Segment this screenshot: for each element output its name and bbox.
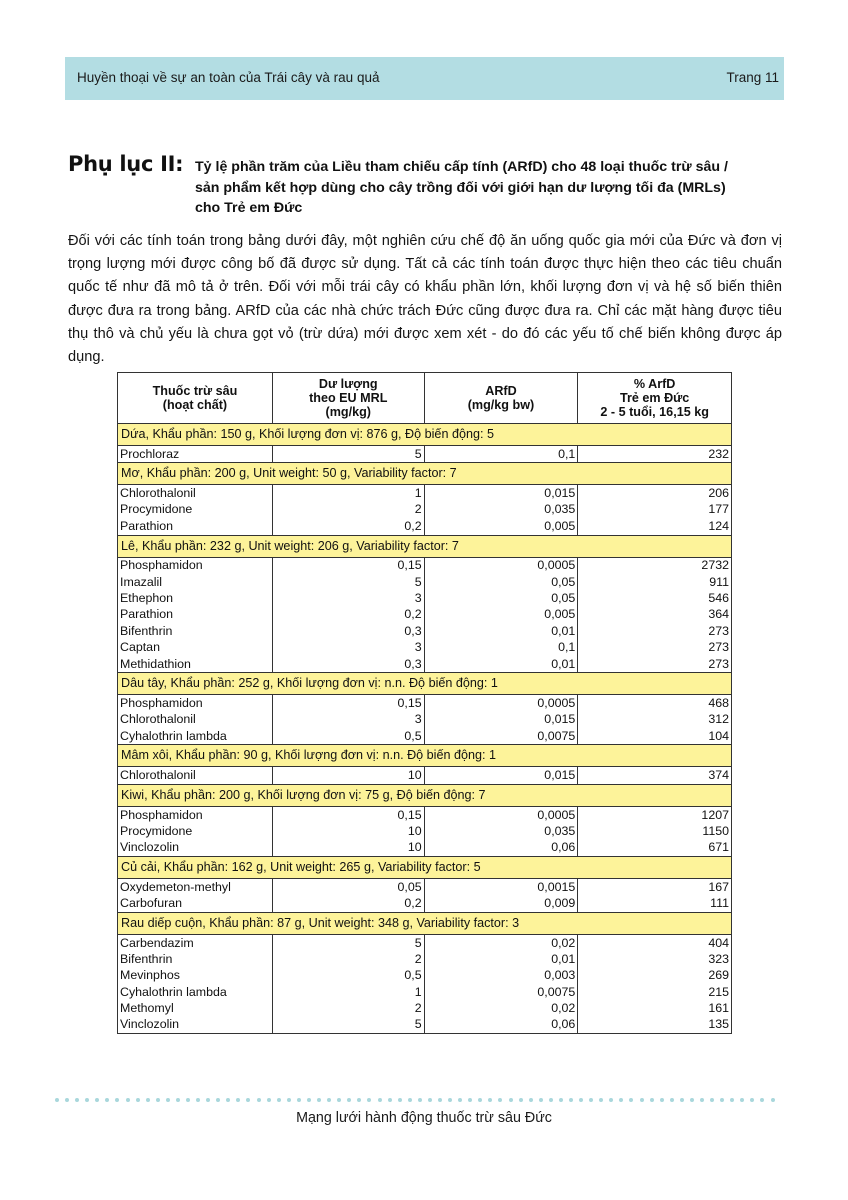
group-header-row — [118, 857, 732, 879]
dot — [458, 1098, 462, 1102]
group-header-row — [118, 912, 732, 934]
pesticide-cell: Imazalil — [118, 574, 273, 590]
dot — [519, 1098, 523, 1102]
pesticide-cell: Methomyl — [118, 1000, 273, 1016]
table-row — [118, 767, 732, 784]
document-title: Huyền thoại về sự an toàn của Trái cây và rau quả — [77, 70, 380, 85]
dot — [629, 1098, 633, 1102]
pesticide-cell: Parathion — [118, 518, 273, 535]
percent-arfd-cell: 546 — [578, 590, 732, 606]
table-row — [118, 712, 732, 728]
table-row — [118, 574, 732, 590]
dot — [287, 1098, 291, 1102]
dot — [398, 1098, 402, 1102]
mrl-cell: 1 — [272, 485, 424, 502]
dot — [95, 1098, 99, 1102]
dot — [680, 1098, 684, 1102]
percent-arfd-cell: 104 — [578, 728, 732, 745]
column-header-line: % ArfD — [633, 377, 676, 391]
dot — [277, 1098, 281, 1102]
pesticide-cell: Vinclozolin — [118, 840, 273, 857]
column-header — [578, 373, 732, 424]
pesticide-cell: Ethephon — [118, 590, 273, 606]
dot — [337, 1098, 341, 1102]
mrl-cell: 5 — [272, 446, 424, 463]
dot — [448, 1098, 452, 1102]
pesticide-cell: Procymidone — [118, 502, 273, 518]
percent-arfd-cell: 1207 — [578, 806, 732, 823]
dot — [559, 1098, 563, 1102]
dot — [660, 1098, 664, 1102]
dot — [710, 1098, 714, 1102]
table-row — [118, 640, 732, 656]
mrl-cell: 0,15 — [272, 806, 424, 823]
arfd-cell: 0,02 — [424, 1000, 578, 1016]
percent-arfd-cell: 671 — [578, 840, 732, 857]
percent-arfd-cell: 206 — [578, 485, 732, 502]
mrl-cell: 3 — [272, 712, 424, 728]
column-header — [272, 373, 424, 424]
arfd-cell: 0,005 — [424, 607, 578, 623]
table-row — [118, 823, 732, 839]
group-label: Dứa, Khẩu phần: 150 g, Khối lượng đơn vị: 876 g, Độ biến động: 5 — [118, 424, 732, 446]
dot — [85, 1098, 89, 1102]
dot — [700, 1098, 704, 1102]
table-row — [118, 1017, 732, 1034]
arfd-cell: 0,1 — [424, 640, 578, 656]
group-header-row — [118, 745, 732, 767]
arfd-cell: 0,02 — [424, 934, 578, 951]
percent-arfd-cell: 161 — [578, 1000, 732, 1016]
dot — [549, 1098, 553, 1102]
dot — [267, 1098, 271, 1102]
dot — [246, 1098, 250, 1102]
dot — [498, 1098, 502, 1102]
pesticide-cell: Chlorothalonil — [118, 485, 273, 502]
percent-arfd-cell: 468 — [578, 695, 732, 712]
dot — [730, 1098, 734, 1102]
percent-arfd-cell: 312 — [578, 712, 732, 728]
dot — [750, 1098, 754, 1102]
dot — [650, 1098, 654, 1102]
table-row — [118, 840, 732, 857]
dot — [771, 1098, 775, 1102]
table-row — [118, 951, 732, 967]
pesticide-cell: Mevinphos — [118, 968, 273, 984]
percent-arfd-cell: 404 — [578, 934, 732, 951]
table-row — [118, 1000, 732, 1016]
table-row — [118, 502, 732, 518]
percent-arfd-cell: 269 — [578, 968, 732, 984]
percent-arfd-cell: 135 — [578, 1017, 732, 1034]
group-label: Mâm xôi, Khẩu phần: 90 g, Khối lượng đơn vị: n.n. Độ biến động: 1 — [118, 745, 732, 767]
dot — [609, 1098, 613, 1102]
column-header-line: 2 - 5 tuổi, 16,15 kg — [600, 405, 709, 419]
mrl-cell: 1 — [272, 984, 424, 1000]
percent-arfd-cell: 273 — [578, 623, 732, 639]
dot — [619, 1098, 623, 1102]
dot — [720, 1098, 724, 1102]
mrl-cell: 0,3 — [272, 656, 424, 673]
mrl-cell: 0,05 — [272, 879, 424, 896]
pesticide-cell: Phosphamidon — [118, 557, 273, 574]
arfd-cell: 0,05 — [424, 590, 578, 606]
mrl-cell: 2 — [272, 1000, 424, 1016]
pesticide-cell: Cyhalothrin lambda — [118, 984, 273, 1000]
dot — [65, 1098, 69, 1102]
page-number: Trang 11 — [726, 70, 779, 85]
pesticide-cell: Carbendazim — [118, 934, 273, 951]
arfd-cell: 0,003 — [424, 968, 578, 984]
arfd-cell: 0,06 — [424, 1017, 578, 1034]
dot — [478, 1098, 482, 1102]
dot — [670, 1098, 674, 1102]
mrl-cell: 2 — [272, 502, 424, 518]
dot — [236, 1098, 240, 1102]
mrl-cell: 0,15 — [272, 695, 424, 712]
mrl-cell: 10 — [272, 823, 424, 839]
dot — [579, 1098, 583, 1102]
column-header-line: Trẻ em Đức — [619, 391, 690, 405]
mrl-cell: 0,3 — [272, 623, 424, 639]
arfd-cell: 0,1 — [424, 446, 578, 463]
group-header-row — [118, 424, 732, 446]
page-header — [65, 57, 784, 100]
group-header-row — [118, 535, 732, 557]
table-row — [118, 485, 732, 502]
pesticide-cell: Vinclozolin — [118, 1017, 273, 1034]
percent-arfd-cell: 374 — [578, 767, 732, 784]
mrl-cell: 5 — [272, 934, 424, 951]
table-row — [118, 984, 732, 1000]
percent-arfd-cell: 273 — [578, 656, 732, 673]
pesticide-cell: Methidathion — [118, 656, 273, 673]
arfd-cell: 0,01 — [424, 623, 578, 639]
appendix-label: Phụ lục II: — [68, 152, 184, 176]
column-header-line: Dư lượng — [318, 377, 378, 391]
mrl-cell: 5 — [272, 574, 424, 590]
dot — [367, 1098, 371, 1102]
percent-arfd-cell: 111 — [578, 895, 732, 912]
arfd-cell: 0,035 — [424, 502, 578, 518]
dot — [206, 1098, 210, 1102]
group-label: Kiwi, Khẩu phần: 200 g, Khối lượng đơn vị: 75 g, Độ biến động: 7 — [118, 784, 732, 806]
dot — [529, 1098, 533, 1102]
column-header-line: Thuốc trừ sâu — [152, 384, 238, 398]
dot — [297, 1098, 301, 1102]
arfd-cell: 0,06 — [424, 840, 578, 857]
mrl-cell: 5 — [272, 1017, 424, 1034]
dot — [488, 1098, 492, 1102]
mrl-cell: 0,5 — [272, 728, 424, 745]
table-row — [118, 607, 732, 623]
column-header-line: ARfD — [485, 384, 517, 398]
table-row — [118, 656, 732, 673]
arfd-cell: 0,035 — [424, 823, 578, 839]
dot — [136, 1098, 140, 1102]
arfd-cell: 0,015 — [424, 485, 578, 502]
table-row — [118, 695, 732, 712]
arfd-cell: 0,009 — [424, 895, 578, 912]
arfd-cell: 0,0005 — [424, 806, 578, 823]
percent-arfd-cell: 323 — [578, 951, 732, 967]
dot — [257, 1098, 261, 1102]
percent-arfd-cell: 232 — [578, 446, 732, 463]
arfd-cell: 0,0005 — [424, 557, 578, 574]
column-header-line: theo EU MRL — [309, 391, 388, 405]
dot — [55, 1098, 59, 1102]
dot — [690, 1098, 694, 1102]
arfd-table — [117, 372, 732, 1034]
pesticide-cell: Phosphamidon — [118, 806, 273, 823]
mrl-cell: 0,15 — [272, 557, 424, 574]
dot — [226, 1098, 230, 1102]
dot — [105, 1098, 109, 1102]
arfd-cell: 0,005 — [424, 518, 578, 535]
table-row — [118, 934, 732, 951]
dot — [599, 1098, 603, 1102]
dot — [740, 1098, 744, 1102]
dot — [156, 1098, 160, 1102]
dot — [388, 1098, 392, 1102]
percent-arfd-cell: 2732 — [578, 557, 732, 574]
table-row — [118, 518, 732, 535]
mrl-cell: 10 — [272, 767, 424, 784]
pesticide-cell: Carbofuran — [118, 895, 273, 912]
mrl-cell: 3 — [272, 640, 424, 656]
dot — [428, 1098, 432, 1102]
percent-arfd-cell: 215 — [578, 984, 732, 1000]
percent-arfd-cell: 273 — [578, 640, 732, 656]
dot — [166, 1098, 170, 1102]
percent-arfd-cell: 177 — [578, 502, 732, 518]
dot — [468, 1098, 472, 1102]
percent-arfd-cell: 1150 — [578, 823, 732, 839]
dot — [186, 1098, 190, 1102]
intro-paragraph: Đối với các tính toán trong bảng dưới đây, một nghiên cứu chế độ ăn uống quốc gia mới của Đức và đơn vị trọng lượng mới được công bố đã được sử dụng. Tất cả các tính toán được thực hiện theo các tiêu chuẩn quốc tế như đã mô tả ở trên. Đối với mỗi trái cây có khẩu phần lớn, khối lượng đơn vị và hệ số biến thiên được đưa ra trong bảng. ARfD của các nhà chức trách Đức cũng được đưa ra. Chỉ các mặt hàng được tiêu thụ thô và chủ yếu là chưa gọt vỏ (trừ dứa) mới được xem xét - do đó các yếu tố chế biến không được áp dụng. — [68, 233, 782, 366]
table-row — [118, 446, 732, 463]
mrl-cell: 2 — [272, 951, 424, 967]
column-header — [424, 373, 578, 424]
group-label: Mơ, Khẩu phần: 200 g, Unit weight: 50 g, Variability factor: 7 — [118, 463, 732, 485]
pesticide-cell: Chlorothalonil — [118, 712, 273, 728]
arfd-cell: 0,0005 — [424, 695, 578, 712]
dot — [216, 1098, 220, 1102]
dot — [569, 1098, 573, 1102]
pesticide-cell: Prochloraz — [118, 446, 273, 463]
table-row — [118, 728, 732, 745]
dot — [539, 1098, 543, 1102]
table-row — [118, 590, 732, 606]
appendix-title: Tỷ lệ phần trăm của Liều tham chiếu cấp tính (ARfD) cho 48 loại thuốc trừ sâu / sản phẩm kết hợp dùng cho cây trồng đối với giới hạn dư lượng tối đa (MRLs) cho Trẻ em Đức — [195, 159, 728, 216]
dot — [327, 1098, 331, 1102]
mrl-cell: 3 — [272, 590, 424, 606]
column-header-line: (mg/kg) — [325, 405, 371, 419]
pesticide-cell: Cyhalothrin lambda — [118, 728, 273, 745]
pesticide-cell: Bifenthrin — [118, 623, 273, 639]
dot — [589, 1098, 593, 1102]
dot — [307, 1098, 311, 1102]
pesticide-cell: Bifenthrin — [118, 951, 273, 967]
dot — [126, 1098, 130, 1102]
mrl-cell: 10 — [272, 840, 424, 857]
dot — [640, 1098, 644, 1102]
table-row — [118, 895, 732, 912]
group-label: Củ cải, Khẩu phần: 162 g, Unit weight: 265 g, Variability factor: 5 — [118, 857, 732, 879]
mrl-cell: 0,5 — [272, 968, 424, 984]
table-row — [118, 557, 732, 574]
group-label: Lê, Khẩu phần: 232 g, Unit weight: 206 g, Variability factor: 7 — [118, 535, 732, 557]
dot — [317, 1098, 321, 1102]
arfd-cell: 0,0075 — [424, 728, 578, 745]
column-header — [118, 373, 273, 424]
arfd-cell: 0,01 — [424, 951, 578, 967]
table-row — [118, 968, 732, 984]
group-header-row — [118, 673, 732, 695]
table-header-row — [118, 373, 732, 424]
dot — [115, 1098, 119, 1102]
dot — [75, 1098, 79, 1102]
percent-arfd-cell: 124 — [578, 518, 732, 535]
arfd-cell: 0,0075 — [424, 984, 578, 1000]
group-header-row — [118, 784, 732, 806]
dot — [438, 1098, 442, 1102]
percent-arfd-cell: 364 — [578, 607, 732, 623]
footer-dotted-divider — [55, 1098, 775, 1104]
pesticide-cell: Parathion — [118, 607, 273, 623]
table-row — [118, 879, 732, 896]
mrl-cell: 0,2 — [272, 895, 424, 912]
dot — [378, 1098, 382, 1102]
dot — [760, 1098, 764, 1102]
dot — [408, 1098, 412, 1102]
dot — [176, 1098, 180, 1102]
column-header-line: (mg/kg bw) — [467, 398, 535, 412]
arfd-cell: 0,0015 — [424, 879, 578, 896]
dot — [146, 1098, 150, 1102]
pesticide-cell: Oxydemeton-methyl — [118, 879, 273, 896]
arfd-cell: 0,015 — [424, 767, 578, 784]
arfd-cell: 0,05 — [424, 574, 578, 590]
mrl-cell: 0,2 — [272, 607, 424, 623]
dot — [418, 1098, 422, 1102]
arfd-cell: 0,015 — [424, 712, 578, 728]
column-header-line: (hoạt chất) — [162, 398, 228, 412]
pesticide-cell: Phosphamidon — [118, 695, 273, 712]
table-row — [118, 806, 732, 823]
table-row — [118, 623, 732, 639]
group-label: Dâu tây, Khẩu phần: 252 g, Khối lượng đơn vị: n.n. Độ biến động: 1 — [118, 673, 732, 695]
percent-arfd-cell: 167 — [578, 879, 732, 896]
pesticide-cell: Captan — [118, 640, 273, 656]
pesticide-cell: Chlorothalonil — [118, 767, 273, 784]
dot — [347, 1098, 351, 1102]
group-header-row — [118, 463, 732, 485]
dot — [509, 1098, 513, 1102]
pesticide-cell: Procymidone — [118, 823, 273, 839]
dot — [196, 1098, 200, 1102]
percent-arfd-cell: 911 — [578, 574, 732, 590]
dot — [357, 1098, 361, 1102]
footer-text: Mạng lưới hành động thuốc trừ sâu Đức — [296, 1110, 552, 1126]
arfd-cell: 0,01 — [424, 656, 578, 673]
mrl-cell: 0,2 — [272, 518, 424, 535]
group-label: Rau diếp cuộn, Khẩu phần: 87 g, Unit weight: 348 g, Variability factor: 3 — [118, 912, 732, 934]
